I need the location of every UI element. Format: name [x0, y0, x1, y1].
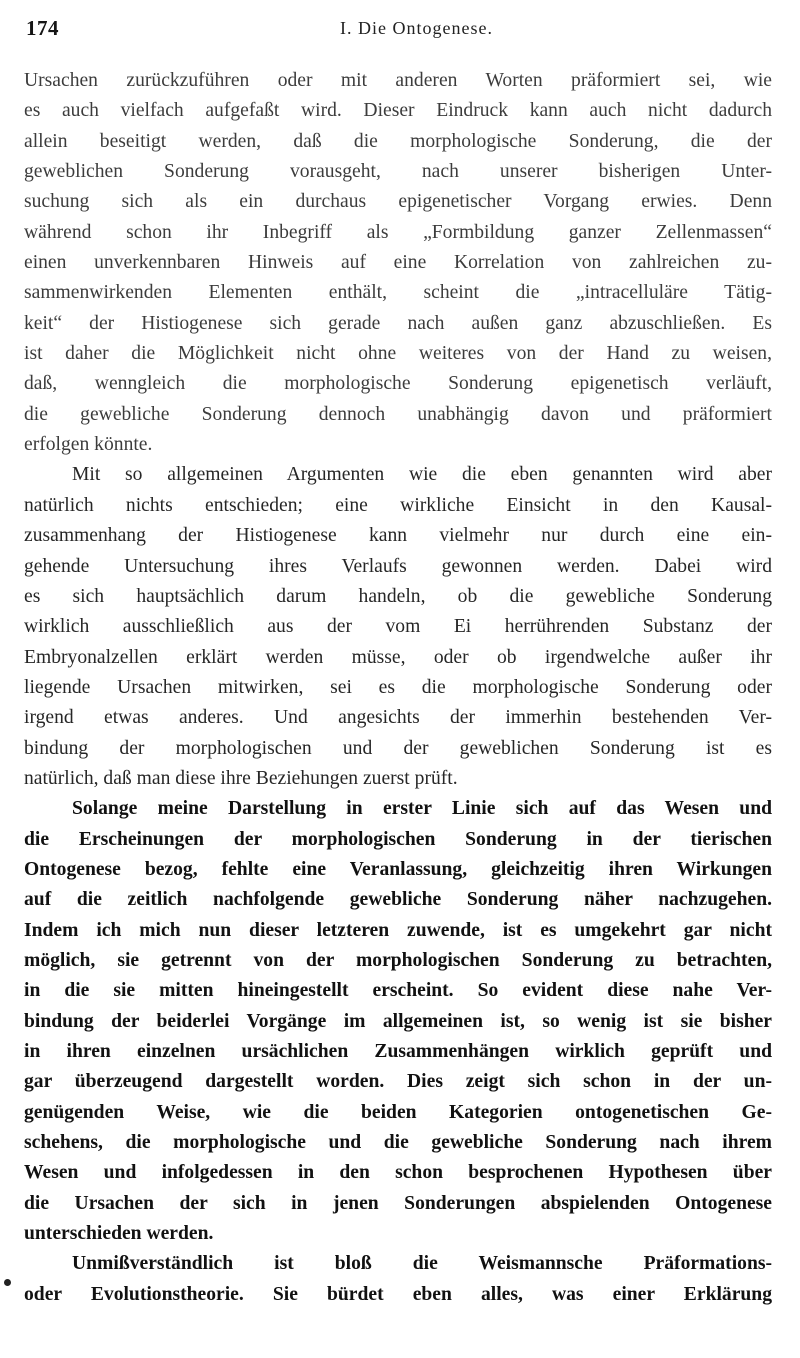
paragraph-2 [24, 460, 772, 794]
text-line: gar überzeugend dargestellt worden. Dies zeigt sich schon in der un- [24, 1071, 772, 1093]
text-line: allein beseitigt werden, daß die morphologische Sonderung, die der [24, 130, 772, 152]
text-line: während schon ihr Inbegriff als „Formbildung ganzer Zellenmassen“ [24, 221, 772, 243]
text-line: Solange meine Darstellung in erster Linie sich auf das Wesen und [72, 798, 772, 820]
text-line: keit“ der Histiogenese sich gerade nach außen ganz abzuschließen. Es [24, 312, 772, 334]
text-line: Unmißverständlich ist bloß die Weismannsche Präformations- [72, 1253, 772, 1275]
text-line: die Erscheinungen der morphologischen Sonderung in der tierischen [24, 828, 772, 850]
page-number: 174 [26, 16, 59, 40]
text-line: genügenden Weise, wie die beiden Kategorien ontogenetischen Ge- [24, 1101, 772, 1123]
text-line: schehens, die morphologische und die gewebliche Sonderung nach ihrem [24, 1132, 772, 1154]
text-line: in die sie mitten hineingestellt erscheint. So evident diese nahe Ver- [24, 980, 772, 1002]
text-line: Mit so allgemeinen Argumenten wie die eben genannten wird aber [72, 464, 772, 486]
text-line: oder Evolutionstheorie. Sie bürdet eben alles, was einer Erklärung [24, 1283, 772, 1305]
text-line: auf die zeitlich nachfolgende gewebliche Sonderung näher nachzugehen. [24, 889, 772, 911]
text-line: liegende Ursachen mitwirken, sei es die morphologische Sonderung oder [24, 676, 772, 698]
text-line: einen unverkennbaren Hinweis auf eine Korrelation von zahlreichen zu- [24, 252, 772, 274]
paragraph-1 [24, 66, 772, 460]
text-line: möglich, sie getrennt von der morphologischen Sonderung zu betrachten, [24, 949, 772, 971]
text-line: die gewebliche Sonderung dennoch unabhängig davon und präformiert [24, 403, 772, 425]
body-text [24, 66, 772, 1310]
text-line: Embryonalzellen erklärt werden müsse, oder ob irgendwelche außer ihr [24, 646, 772, 668]
text-line: es auch vielfach aufgefaßt wird. Dieser Eindruck kann auch nicht dadurch [24, 100, 772, 122]
text-line: ist daher die Möglichkeit nicht ohne weiteres von der Hand zu weisen, [24, 343, 772, 365]
text-line: sammenwirkenden Elementen enthält, scheint die „intracelluläre Tätig- [24, 282, 772, 304]
text-line: irgend etwas anderes. Und angesichts der immerhin bestehenden Ver- [24, 707, 772, 729]
text-line: gehende Untersuchung ihres Verlaufs gewonnen werden. Dabei wird [24, 555, 772, 577]
text-line: natürlich, daß man diese ihre Beziehungen zuerst prüft. [24, 767, 458, 789]
chapter-title: I. Die Ontogenese. [340, 18, 493, 38]
paragraph-3 [24, 794, 772, 1249]
text-line: es sich hauptsächlich darum handeln, ob die gewebliche Sonderung [24, 585, 772, 607]
text-line: daß, wenngleich die morphologische Sonderung epigenetisch verläuft, [24, 373, 772, 395]
text-line: bindung der morphologischen und der geweblichen Sonderung ist es [24, 737, 772, 759]
paragraph-4 [24, 1249, 772, 1310]
text-line: natürlich nichts entschieden; eine wirkliche Einsicht in den Kausal- [24, 494, 772, 516]
text-line: die Ursachen der sich in jenen Sonderungen abspielenden Ontogenese [24, 1192, 772, 1214]
text-line: suchung sich als ein durchaus epigenetischer Vorgang erwies. Denn [24, 191, 772, 213]
text-line: Ontogenese bezog, fehlte eine Veranlassung, gleichzeitig ihren Wirkungen [24, 858, 772, 880]
text-line: zusammenhang der Histiogenese kann vielmehr nur durch eine ein- [24, 525, 772, 547]
text-line: wirklich ausschließlich aus der vom Ei herrührenden Substanz der [24, 616, 772, 638]
margin-dot-mark [4, 1279, 11, 1286]
running-header [26, 16, 770, 50]
text-line: erfolgen könnte. [24, 434, 153, 456]
text-line: Wesen und infolgedessen in den schon besprochenen Hypothesen über [24, 1162, 772, 1184]
text-line: Ursachen zurückzuführen oder mit anderen Worten präformiert sei, wie [24, 70, 772, 91]
text-line: bindung der beiderlei Vorgänge im allgemeinen ist, so wenig ist sie bisher [24, 1010, 772, 1032]
text-line: geweblichen Sonderung vorausgeht, nach unserer bisherigen Unter- [24, 161, 772, 183]
text-line: in ihren einzelnen ursächlichen Zusammenhängen wirklich geprüft und [24, 1041, 772, 1062]
text-line: Indem ich mich nun dieser letzteren zuwende, ist es umgekehrt gar nicht [24, 919, 772, 941]
text-line: unterschieden werden. [24, 1223, 214, 1245]
